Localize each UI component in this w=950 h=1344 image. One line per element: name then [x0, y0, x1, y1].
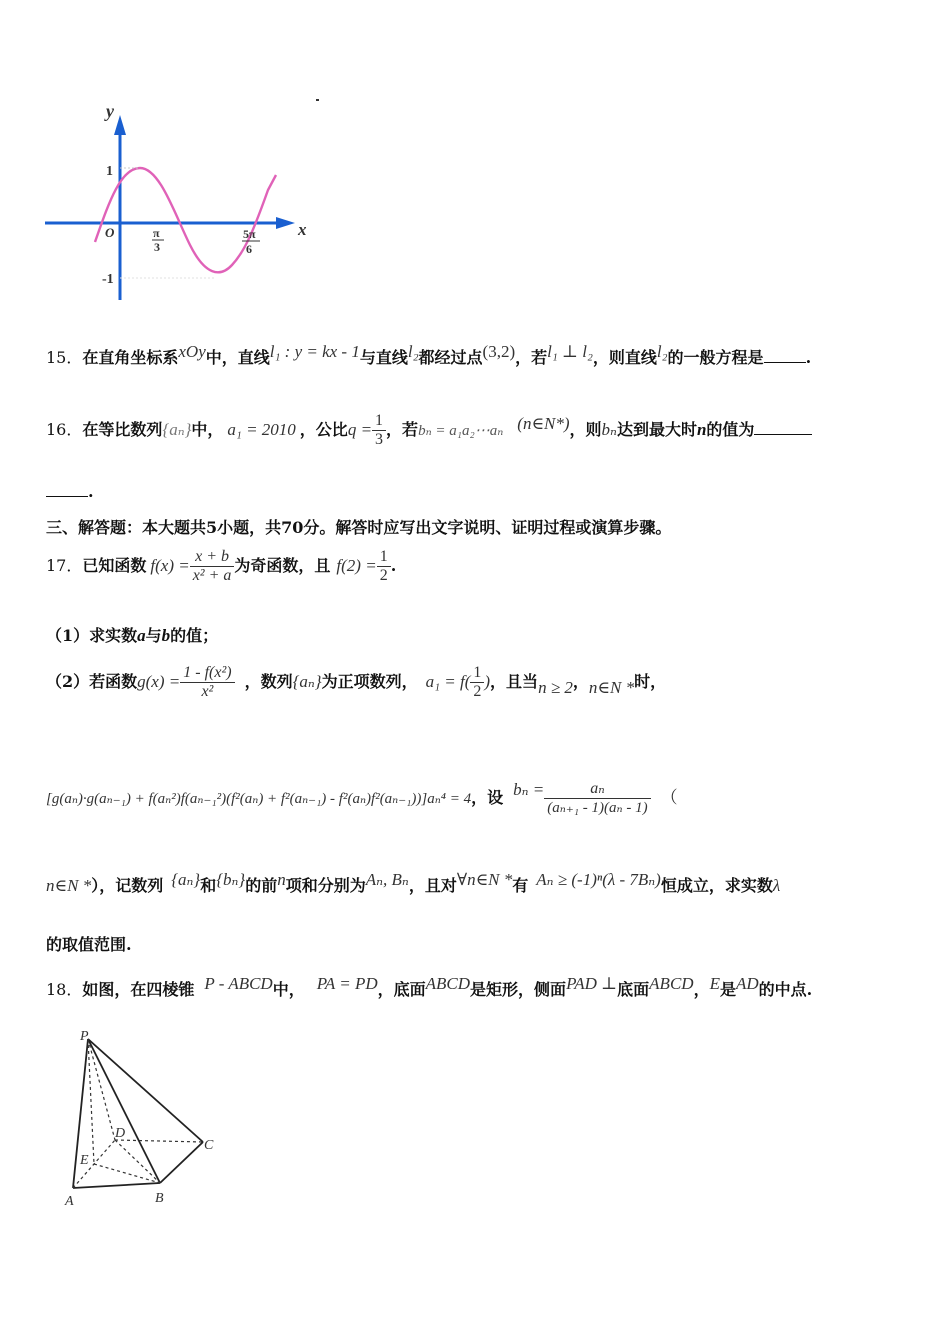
- q17-line-4: 的取值范围.: [46, 935, 132, 954]
- q17-equation-line: [g(aₙ)·g(aₙ₋₁) + f(aₙ²)f(aₙ₋₁²)(f²(aₙ) + f²(aₙ₋₁) - f²(aₙ)f²(aₙ₋₁))]aₙ⁴ = 4，设 bₙ = $\frac{\text{aₙ}}{\text{(aₙ₊₁ - 1)(aₙ - 1)}}$ （: [46, 780, 678, 816]
- edge-DC: [115, 1140, 203, 1142]
- q17-number: 17．: [46, 556, 83, 575]
- vertex-B: B: [155, 1191, 164, 1206]
- q16-seq: {aₙ}: [162, 420, 192, 439]
- vertex-C: C: [204, 1138, 214, 1153]
- edge-AB: [73, 1183, 160, 1188]
- q16-number: 16．: [46, 420, 83, 439]
- q17-part-1: （1）求实数a与b的值；: [46, 626, 219, 645]
- label-one: 1: [106, 164, 113, 179]
- q17-line-3: n∈N *），记数列 {aₙ}和{bₙ}的前n项和分别为Aₙ, Bₙ，且对∀n∈N *有 Aₙ ≥ (-1)ⁿ(λ - 7Bₙ)恒成立，求实数λ: [46, 870, 781, 895]
- vertex-A: A: [65, 1194, 74, 1209]
- q16-bn-def: bₙ = a₁a₂⋯aₙ: [418, 423, 504, 439]
- label-y: y: [106, 101, 114, 121]
- question-15: 15．在直角坐标系xOy中，直线l₁ : y = kx - 1与直线l₂都经过点(3,2)，若l₁ ⊥ l₂，则直线l₂的一般方程是 .: [46, 342, 812, 367]
- q15-answer-blank: [764, 362, 806, 363]
- label-x: x: [298, 220, 307, 239]
- label-5pi6-num: 5π: [243, 227, 256, 241]
- vertex-P: P: [80, 1029, 89, 1044]
- section-3-heading: 三、解答题：本大题共5小题，共70分。解答时应写出文字说明、证明过程或演算步骤。: [46, 518, 672, 537]
- q18-number: 18．: [46, 980, 83, 999]
- question-18: 18．如图，在四棱锥 P - ABCD中， PA = PD，底面ABCD是矩形，侧面PAD ⊥底面ABCD，E是AD的中点.: [46, 974, 813, 999]
- question-16: 16．在等比数列{aₙ}中， a₁ = 2010 ，公比q = $\frac{1}{3}$ ，若bₙ = a₁a₂⋯aₙ (n∈N*)，则bₙ达到最大时n的值为: [46, 412, 812, 449]
- label-origin: O: [105, 225, 115, 240]
- x-axis-arrow: [276, 217, 295, 229]
- sine-graph-figure: [40, 95, 330, 310]
- q17-f-frac: $\frac{x + b}{\text{x² + a}}$: [190, 548, 235, 585]
- label-neg-one: -1: [102, 272, 114, 287]
- q17-f2-frac: $\frac{1}{2}$: [377, 548, 391, 585]
- pyramid-figure: [55, 1025, 230, 1210]
- q16-ratio-frac: $\frac{1}{3}$: [372, 412, 386, 449]
- vertex-D: D: [115, 1126, 126, 1141]
- q16-continuation: .: [46, 482, 94, 501]
- y-axis-arrow: [114, 115, 126, 135]
- label-pi3-den: 3: [154, 240, 160, 254]
- q15-number: 15．: [46, 348, 83, 367]
- vertex-E: E: [80, 1153, 89, 1168]
- sine-curve: [95, 168, 276, 272]
- label-5pi6-den: 6: [246, 242, 252, 256]
- q17-a1-frac: $\frac{1}{2}$: [470, 664, 484, 701]
- q16-answer-blank: [754, 434, 812, 435]
- edge-BC: [160, 1142, 203, 1183]
- edge-PB: [88, 1039, 160, 1183]
- q17-main-equation: [g(aₙ)·g(aₙ₋₁) + f(aₙ²)f(aₙ₋₁²)(f²(aₙ) + f²(aₙ₋₁) - f²(aₙ)f²(aₙ₋₁))]aₙ⁴ = 4: [46, 791, 472, 807]
- q16-cond: (n∈N*): [517, 414, 570, 433]
- q17-part-2: （2）若函数g(x) = $\frac{\text{1 - f(x²)}}{\text{x²}}$ ，数列{aₙ}为正项数列， a₁ = f( $\frac{1}{2}$ )，且当n ≥ 2，n∈N *时，: [46, 664, 667, 700]
- edge-PC: [88, 1039, 203, 1142]
- q15-coord: xOy: [178, 342, 206, 361]
- q17-g-frac: $\frac{\text{1 - f(x²)}}{\text{x²}}$: [180, 664, 234, 701]
- label-pi3-num: π: [153, 226, 160, 240]
- q16-a1: a₁ = 2010: [227, 420, 296, 439]
- q17-bn-frac: $\frac{\text{aₙ}}{\text{(aₙ₊₁ - 1)(aₙ - 1)}}$: [544, 780, 650, 817]
- q15-line-l1: l₁ : y = kx - 1: [269, 342, 360, 361]
- edge-DB: [115, 1140, 160, 1183]
- question-17: 17．已知函数 f(x) = $\frac{x + b}{\text{x² + a}}$ 为奇函数，且 f(2) = $\frac{1}{2}$ .: [46, 548, 397, 584]
- q15-point: (3,2): [482, 342, 516, 361]
- q15-perp: l₁ ⊥ l₂: [547, 342, 593, 361]
- q16-answer-blank-cont: [46, 496, 88, 497]
